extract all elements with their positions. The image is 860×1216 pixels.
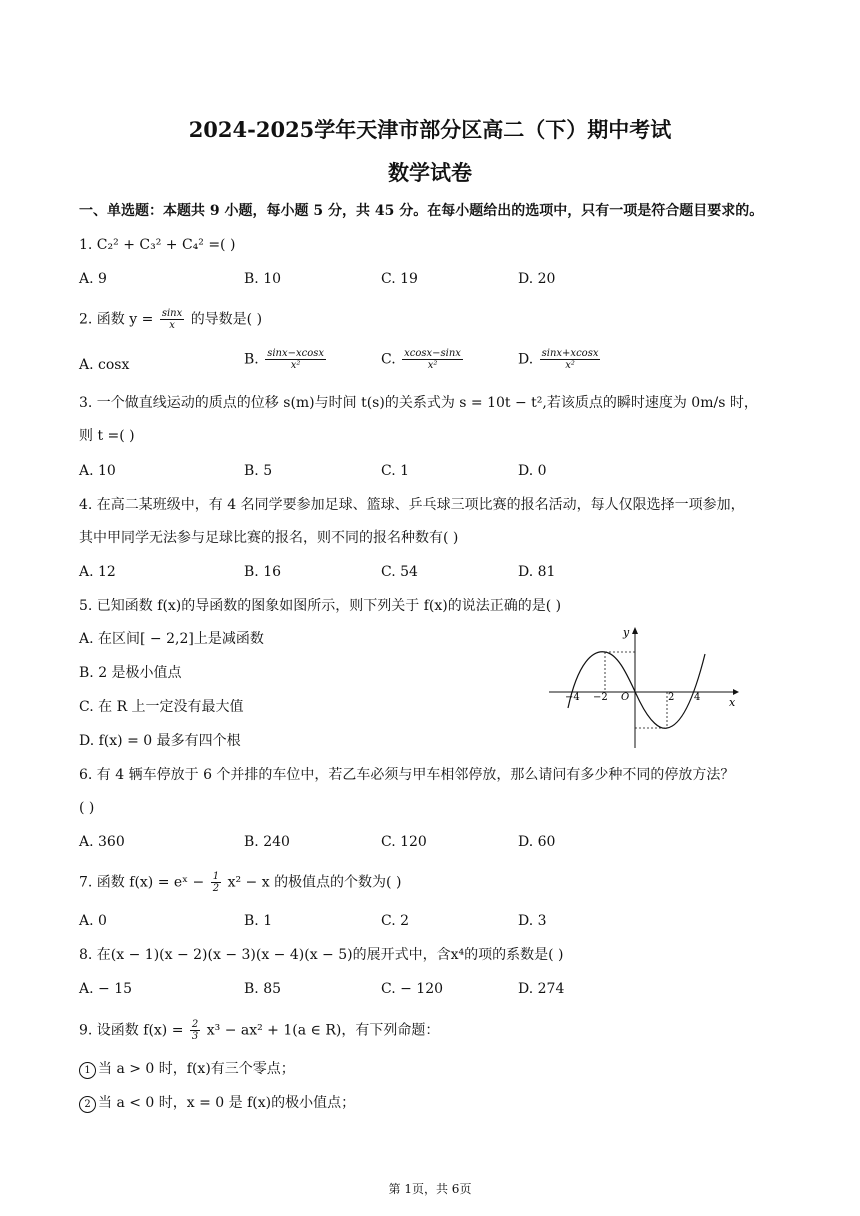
tick-origin: O [621,692,630,703]
q2-option-b-label: B. [244,351,259,368]
q1-option-b: B. 10 [244,271,282,287]
x-axis-label: x [729,696,736,709]
q4-option-c: C. 54 [381,564,418,580]
q6-option-b: B. 240 [244,834,290,850]
q2-option-c-label: C. [381,351,396,368]
q7-stem-suffix: x² − x 的极值点的个数为( ) [227,874,402,891]
question-9-stem [79,1019,439,1042]
q7-option-a: A. 0 [79,913,107,929]
q6-option-c: C. 120 [381,834,427,850]
q3-option-c: C. 1 [381,463,410,479]
question-6-stem-line2: ( ) [79,800,95,816]
q2-frac-num: sinx [161,308,183,319]
q7-option-b: B. 1 [244,913,273,929]
q5-option-d: D. f(x) = 0 最多有四个根 [79,733,241,749]
circled-number-2: 2 [79,1096,96,1113]
q9-proposition-2 [79,1093,355,1113]
q4-option-a: A. 12 [79,564,116,580]
question-6-stem-line1: 6. 有 4 辆车停放于 6 个并排的车位中，若乙车必须与甲车相邻停放，那么请问有多少种不同的停放方法？ [79,767,735,783]
q2-d-den: x² [565,360,575,371]
x-axis-arrow [733,689,739,695]
q9-frac-num: 2 [191,1019,199,1030]
exam-title: 2024-2025学年天津市部分区高二（下）期中考试 [188,117,672,142]
q2-option-a: A. cosx [79,357,130,373]
q2-option-d-frac [540,348,601,371]
y-axis-label: y [623,626,630,639]
q6-option-d: D. 60 [518,834,556,850]
question-1-stem: 1. C₂² + C₃² + C₄² =( ) [79,237,236,253]
tick-2: 2 [668,692,675,703]
y-axis-arrow [632,627,638,634]
q4-option-d: D. 81 [518,564,556,580]
q9-fraction [190,1019,200,1042]
question-3-stem-line1: 3. 一个做直线运动的质点的位移 s(m)与时间 t(s)的关系式为 s = 10t − t²,若该质点的瞬时速度为 0m/s 时， [79,395,758,411]
q3-option-a: A. 10 [79,463,116,479]
q3-option-d: D. 0 [518,463,547,479]
q2-b-num: sinx−xcosx [267,348,325,359]
q2-fraction [160,308,184,331]
q8-option-b: B. 85 [244,981,282,997]
q5-option-a: A. 在区间[ − 2,2]上是减函数 [79,631,264,647]
q7-fraction [211,871,221,894]
q6-option-a: A. 360 [79,834,125,850]
q5-option-c: C. 在 R 上一定没有最大值 [79,699,244,715]
question-2-stem [79,308,262,331]
q2-stem-suffix: 的导数是( ) [190,311,263,328]
q2-b-den: x² [290,360,301,371]
q9-stem-suffix: x³ − ax² + 1(a ∈ R)，有下列命题： [206,1022,440,1039]
tick-4: 4 [694,692,701,703]
q2-stem-prefix: 2. 函数 y = [79,311,154,328]
tick-neg4: −4 [565,692,580,703]
q9-proposition-1 [79,1059,295,1079]
page-footer: 第 1页，共 6页 [388,1182,472,1196]
q9-stem-prefix: 9. 设函数 f(x) = [79,1022,184,1039]
q2-option-b-frac [265,348,326,371]
section-heading: 一、单选题：本题共 9 小题，每小题 5 分，共 45 分。在每小题给出的选项中，只有一项是符合题目要求的。 [79,203,764,219]
derivative-graph [545,622,745,752]
q7-option-d: D. 3 [518,913,547,929]
q8-option-d: D. 274 [518,981,565,997]
question-4-stem-line1: 4. 在高二某班级中，有 4 名同学要参加足球、篮球、乒乓球三项比赛的报名活动，每人仅限选择一项参加， [79,497,745,513]
q5-option-b: B. 2 是极小值点 [79,665,182,681]
q2-c-den: x² [427,360,438,371]
q8-option-c: C. − 120 [381,981,444,997]
q9-prop2-text: 当 a < 0 时，x = 0 是 f(x)的极小值点； [98,1095,356,1111]
q1-option-c: C. 19 [381,271,418,287]
q3-option-b: B. 5 [244,463,273,479]
q2-option-b [244,348,328,371]
q2-frac-den: x [169,320,175,331]
q4-option-b: B. 16 [244,564,282,580]
question-4-stem-line2: 其中甲同学无法参与足球比赛的报名，则不同的报名种数有( ) [79,530,459,546]
q2-option-c [381,348,465,371]
q7-option-c: C. 2 [381,913,410,929]
q9-frac-den: 3 [191,1031,199,1042]
q7-stem-prefix: 7. 函数 f(x) = eˣ − [79,874,205,891]
q9-prop1-text: 当 a > 0 时，f(x)有三个零点； [98,1061,295,1077]
q2-option-d [518,348,602,371]
q1-option-d: D. 20 [518,271,556,287]
question-3-stem-line2: 则 t =( ) [79,428,135,444]
q7-frac-num: 1 [212,871,220,882]
question-7-stem [79,871,401,894]
tick-neg2: −2 [593,692,608,703]
derivative-curve [568,652,705,729]
question-5-stem: 5. 已知函数 f(x)的导函数的图象如图所示，则下列关于 f(x)的说法正确的是( ) [79,598,562,614]
q1-option-a: A. 9 [79,271,107,287]
question-8-stem: 8. 在(x − 1)(x − 2)(x − 3)(x − 4)(x − 5)的展开式中，含x⁴的项的系数是( ) [79,947,564,963]
exam-subtitle: 数学试卷 [388,160,472,185]
q2-c-num: xcosx−sinx [404,348,461,359]
q8-option-a: A. − 15 [79,981,133,997]
q2-option-c-frac [402,348,463,371]
q2-d-num: sinx+xcosx [541,348,599,359]
q7-frac-den: 2 [212,883,220,894]
q2-option-d-label: D. [518,351,534,368]
circled-number-1: 1 [79,1062,96,1079]
